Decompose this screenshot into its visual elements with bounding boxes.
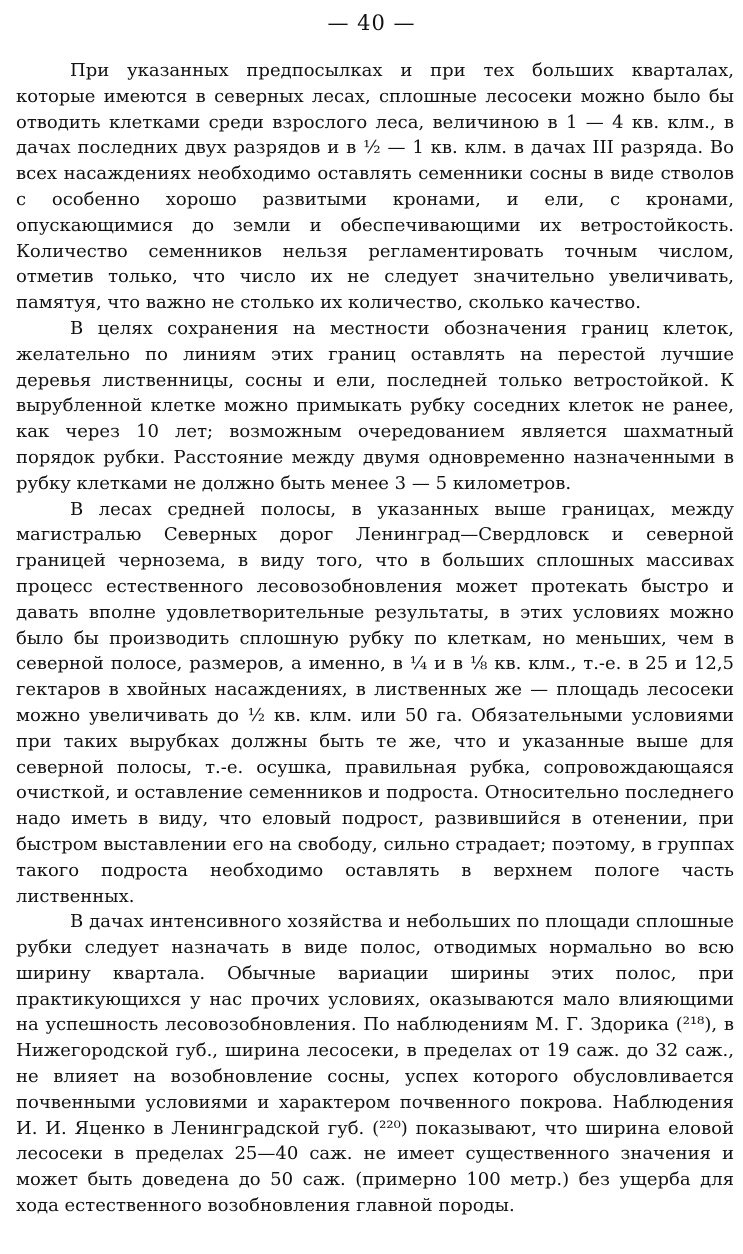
paragraph-2: В целях сохранения на местности обозначения границ клеток, желательно по линиям этих границ оставлять на перестой лучшие деревья лиственницы, сосны и ели, последней только ветростойкой. К вырубленной клетке можно примыкать рубку соседних клеток не ранее, как через 10 лет; возможным очередованием является шахматный порядок рубки. Расстояние между двумя одновременно назначенными в рубку клетками не должно быть менее 3 — 5 километров. bbox=[16, 317, 734, 494]
paragraph-3: В лесах средней полосы, в указанных выше границах, между магистралью Северных дорог Ленинград—Свердловск и северной границей чернозема, в виду того, что в больших сплошных массивах процесс естественного лесовозобновления может протекать быстро и давать вполне удовлетворительные результаты, в этих условиях можно было бы производить сплошную рубку по клеткам, но меньших, чем в северной полосе, размеров, а именно, в ¼ и в ⅛ кв. клм., т.-е. в 25 и 12,5 гектаров в хвойных насаждениях, в лиственных же — площадь лесосеки можно увеличивать до ½ кв. клм. или 50 га. Обязательными условиями при таких вырубках должны быть те же, что и указанные выше для северной полосы, т.-е. осушка, правильная рубка, сопровождающаяся очисткой, и оставление семенников и подроста. Относительно последнего надо иметь в виду, что еловый подрост, развившийся в отенении, при быстром выставлении его на свободу, сильно страдает; поэтому, в группах такого подроста необходимо оставлять в верхнем пологе часть лиственных. bbox=[16, 498, 734, 907]
paragraph-1: При указанных предпосылках и при тех больших кварталах, которые имеются в северных лесах, сплошные лесосеки можно было бы отводить клетками среди взрослого леса, величиною в 1 — 4 кв. клм., в дачах последних двух разрядов и в ½ — 1 кв. клм. в дачах III разряда. Во всех насаждениях необходимо оставлять семенники сосны в виде стволов с особенно хорошо развитыми кронами, и ели, с кронами, опускающимися до земли и обеспечивающими их ветростойкость. Количество семенников нельзя регламентировать точным числом, отметив только, что число их не следует значительно увеличивать, памятуя, что важно не столько их количество, сколько качество. bbox=[16, 60, 734, 314]
paragraph-4: В дачах интенсивного хозяйства и небольших по площади сплошные рубки следует назначать в виде полос, отводимых нормально во всю ширину квартала. Обычные вариации ширины этих полос, при практикующихся у нас прочих условиях, оказываются мало влияющими на успешность лесовозобновления. По наблюдениям М. Г. Здорика (²¹⁸), в Нижегородской губ., ширина лесосеки, в пределах от 19 саж. до 32 саж., не влияет на возобновление сосны, успех которого обусловливается почвенными условиями и характером почвенного покрова. Наблюдения И. И. Яценко в Ленинградской губ. (²²⁰) показывают, что ширина еловой лесосеки в пределах 25—40 саж. не имеет существенного значения и может быть доведена до 50 саж. (примерно 100 метр.) без ущерба для хода естественного возобновления главной породы. bbox=[16, 911, 734, 1217]
body-text bbox=[16, 58, 734, 1219]
page-number: — 40 — bbox=[327, 11, 416, 35]
